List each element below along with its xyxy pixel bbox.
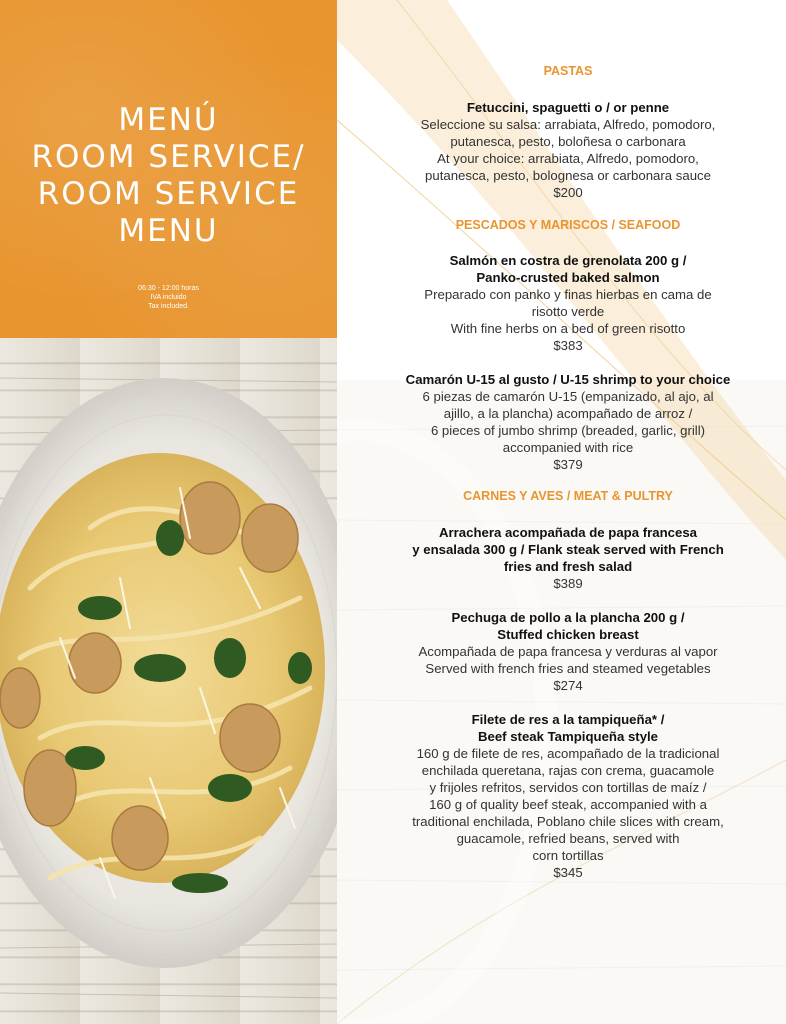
dish-name: Pechuga de pollo a la plancha 200 g / <box>451 610 685 625</box>
dish-description: putanesca, pesto, boloñesa o carbonara <box>450 134 686 149</box>
dish-price: $345 <box>553 865 583 880</box>
dish-description: Seleccione su salsa: arrabiata, Alfredo, pomodoro, <box>420 117 716 132</box>
tax-note-en: Tax included. <box>148 303 189 310</box>
category-meat: CARNES Y AVES / MEAT & PULTRY <box>463 489 673 503</box>
title-line: ROOM SERVICE/ <box>31 139 306 175</box>
dish-price: $389 <box>553 576 583 591</box>
dish-description: accompanied with rice <box>502 440 634 455</box>
dish-description: traditional enchilada, Poblano chile slices with cream, <box>412 814 724 829</box>
dish-name: y ensalada 300 g / Flank steak served with French <box>412 542 724 557</box>
title-line: MENÚ <box>118 102 219 138</box>
dish-description: Served with french fries and steamed vegetables <box>425 661 711 676</box>
dish-name: Stuffed chicken breast <box>497 627 639 642</box>
dish-name: Camarón U-15 al gusto / U-15 shrimp to your choice <box>405 372 731 387</box>
dish-description: y frijoles refritos, servidos con tortillas de maíz / <box>429 780 707 795</box>
dish-description: Preparado con panko y finas hierbas en cama de <box>424 287 712 302</box>
left-panel <box>0 0 337 1024</box>
dish-salmon <box>337 252 786 354</box>
dish-price: $383 <box>553 338 583 353</box>
dish-price: $274 <box>553 678 583 693</box>
dish-description: putanesca, pesto, bolognesa or carbonara sauce <box>425 168 711 183</box>
pasta-photo <box>0 338 337 1024</box>
dish-description: 6 piezas de camarón U-15 (empanizado, al ajo, al <box>422 389 714 404</box>
dish-name: Salmón en costra de grenolata 200 g / <box>449 253 687 268</box>
dish-description: enchilada queretana, rajas con crema, guacamole <box>421 763 715 778</box>
dish-description: guacamole, refried beans, served with <box>456 831 680 846</box>
title-panel <box>0 0 337 338</box>
dish-shrimp <box>337 371 786 473</box>
dish-name: Beef steak Tampiqueña style <box>477 729 659 744</box>
dish-price: $379 <box>553 457 583 472</box>
menu-panel <box>337 0 786 1024</box>
service-hours: 06:30 - 12:00 horas <box>138 285 199 292</box>
dish-fetuccini <box>337 99 786 201</box>
dish-name: Fetuccini, spaguetti o / or penne <box>466 100 670 115</box>
dish-description: 160 g of quality beef steak, accompanied with a <box>429 797 707 812</box>
dish-filete <box>337 711 786 881</box>
dish-description: ajillo, a la plancha) acompañado de arroz / <box>443 406 693 421</box>
dish-description: 6 pieces of jumbo shrimp (breaded, garlic, grill) <box>430 423 706 438</box>
dish-description: corn tortillas <box>532 848 604 863</box>
category-seafood: PESCADOS Y MARISCOS / SEAFOOD <box>455 218 681 232</box>
title-line: ROOM SERVICE <box>37 176 300 212</box>
service-info <box>0 284 337 311</box>
category-pastas: PASTAS <box>543 64 593 78</box>
menu-title <box>0 102 337 250</box>
dish-description: At your choice: arrabiata, Alfredo, pomodoro, <box>437 151 699 166</box>
dish-arrachera <box>337 524 786 592</box>
dish-description: With fine herbs on a bed of green risotto <box>450 321 686 336</box>
dish-name: Panko-crusted baked salmon <box>476 270 660 285</box>
tax-note-es: IVA incluido <box>150 294 187 301</box>
dish-description: 160 g de filete de res, acompañado de la tradicional <box>416 746 720 761</box>
dish-pechuga <box>337 609 786 694</box>
title-line: MENU <box>118 213 219 249</box>
dish-name: Filete de res a la tampiqueña* / <box>471 712 665 727</box>
dish-name: fries and fresh salad <box>503 559 633 574</box>
dish-description: risotto verde <box>531 304 605 319</box>
dish-price: $200 <box>553 185 583 200</box>
dish-description: Acompañada de papa francesa y verduras al vapor <box>418 644 718 659</box>
pasta-dish-image <box>0 338 337 1024</box>
dish-name: Arrachera acompañada de papa francesa <box>438 525 697 540</box>
